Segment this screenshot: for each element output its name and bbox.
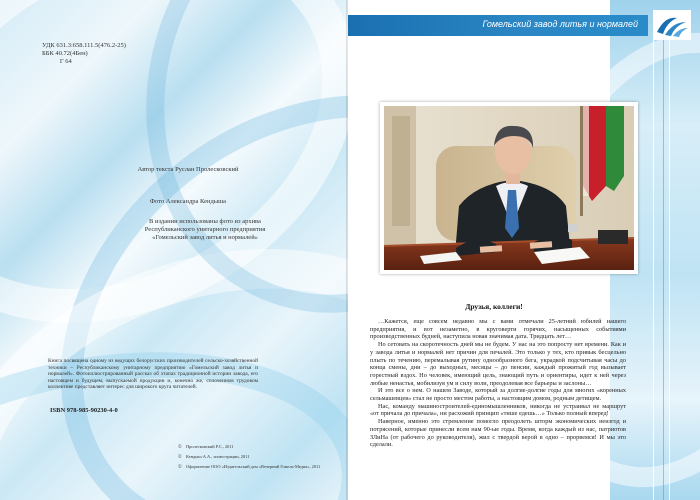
article-paragraph: Нас, команду машиностроителей-единомышленников, никогда не устраивал не маршрут «от причала до причала», ни расхожий принцип «тише едешь…» Только полный вперед! bbox=[370, 402, 626, 418]
left-page bbox=[0, 0, 348, 500]
copyright-symbol: © bbox=[178, 465, 182, 470]
archive-note-line: В издании использованы фото из архива bbox=[149, 218, 261, 225]
director-photo-frame bbox=[380, 102, 638, 274]
header-title: Гомельский завод литья и нормалей bbox=[482, 19, 638, 29]
header-bar bbox=[348, 15, 648, 36]
copyright-line: © Пролесковский Р.С., 2011 bbox=[178, 444, 234, 450]
isbn: ISBN 978-985-90230-4-0 bbox=[50, 407, 118, 414]
article-paragraph: …Кажется, еще совсем недавно мы с вами отмечали 25-летний юбилей нашего предприятия, и вот незаметно, в круговерти горячих, насыщенных событиями производственных будней, наступила новая значимая дата. Тридцать лет… bbox=[370, 318, 626, 341]
copyright-list bbox=[178, 442, 320, 472]
copyright-line: © Оформление ООО «Издательский дом «Вечерний Гомель-Медиа», 2011 bbox=[178, 464, 321, 470]
archive-note-line: Республиканского унитарного предприятия bbox=[144, 226, 266, 233]
udc-line: УДК 631.3:658.111.5(476.2-25) bbox=[42, 42, 126, 49]
decor-stripe bbox=[653, 40, 654, 500]
article-body bbox=[370, 318, 626, 449]
author-mark-line: Г 64 bbox=[42, 58, 72, 65]
article-paragraph: И это все о нем. О нашем Заводе, который за долгие-долгие годы для многих «коренных сельмашевцев» стал не просто местом работы, а настоящим домом, родным детищем. bbox=[370, 387, 626, 403]
bbk-line: ББК 40.72(4Бен) bbox=[42, 50, 88, 57]
article-paragraph: Наверное, именно это стремление помогло преодолеть шторм экономических неизгод и потрясений, которые принесли всем нам 90-ые годы. Время, когда каждый из нас, патриотов ЗЛиНа (от рабочего до руководителя), жил с твердой верой в одно – прорвемся! И мы это сделали. bbox=[370, 418, 626, 449]
decor-stripe bbox=[663, 40, 664, 500]
photo-credit: Фото Александра Кендыша bbox=[149, 198, 227, 205]
director-photo bbox=[384, 106, 634, 270]
right-page bbox=[348, 0, 700, 500]
archive-note bbox=[90, 218, 320, 242]
copyright-line: © Кендыш А.А., иллюстрации, 2011 bbox=[178, 454, 250, 460]
decor-stripe bbox=[669, 40, 670, 500]
archive-note-line: «Гомельский завод литья и нормалей» bbox=[152, 234, 258, 241]
company-logo-icon bbox=[653, 10, 691, 40]
article-paragraph: Но сетовать на скоротечность дней мы не будем. У нас на это попросту нет времени. Как и у завода литья и нормалей нет причин для печалей. Это только у тех, кто привык бесцельно плыть по течению, перемалывая рутину однообразного бега, украдкой подсчитывая часы до конца смены, дни – до выходных, месяцы – до пенсии, каждый прожитый год вызывает горестный вздох. Но человек, имеющий цель, знающий путь и ориентиры, идет к ней через любые ненастья, мобилизуя ум и силу воли, преодолевая все барьеры и заслоны… bbox=[370, 341, 626, 387]
author-credit: Автор текста Руслан Пролесковский bbox=[137, 166, 239, 173]
copyright-symbol: © bbox=[178, 445, 182, 450]
udc-bbk-block bbox=[42, 42, 126, 66]
book-annotation: Книга посвящена одному из ведущих белорусских производителей сельско-хозяйственной техники – Республиканскому унитарному предприятию «Гомельский завод литья и нормалей». Фотоиллюстрированный рассказ об этапах традиционной истории завода, его настоящем и будущем, выпускаемой продукции и, конечно же, сплоченном трудовом коллективе представляет интерес для широкого круга читателей. bbox=[48, 358, 258, 391]
copyright-symbol: © bbox=[178, 455, 182, 460]
article-title: Друзья, коллеги! bbox=[465, 302, 523, 311]
